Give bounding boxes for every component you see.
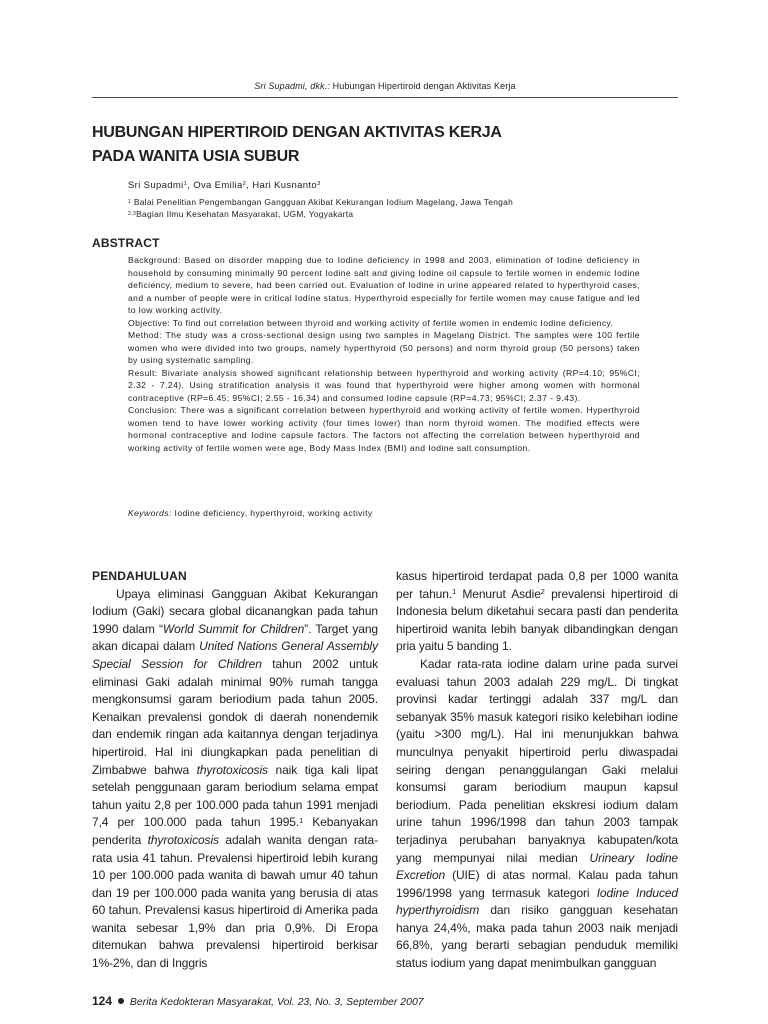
- journal-citation: Berita Kedokteran Masyarakat, Vol. 23, No. 3, September 2007: [129, 996, 424, 1008]
- abstract-conclusion: Conclusion: There was a significant correlation between hyperthyroid and working activity of fertile women. Hyperthyroid women tend to have lower working activity (four times lower) than norm thyroid women. The modified effects were hormonal contraceptive and Iodine capsule factors. The factors not affecting the correlation between hyperthyroid and working activity of fertile women were age, Body Mass Index (BMI) and Iodine salt consumption.: [128, 405, 640, 453]
- page-number: 124: [92, 994, 113, 1008]
- text-run: Balai Penelitian Pengembangan Gangguan Akibat Kekurangan Iodium Magelang, Jawa Tengah: [131, 197, 514, 207]
- text-run: prevalensi hipertiroid di Indonesia belum diketahui secara pasti dan penderita hipertiroid wanita lebih banyak dibandingkan dengan pria yaitu 5 banding 1.: [396, 586, 678, 654]
- author-list: [128, 180, 321, 192]
- abstract-method: Method: The study was a cross-sectional design using two samples in Magelang District. The samples were 100 fertile women who were divided into two groups, namely hyperthyroid (50 persons) and norm thyroid group (50 persons) taken by using systematic sampling.: [128, 330, 640, 365]
- text-run: Kebanyakan penderita: [92, 815, 378, 847]
- superscript-reference: 3: [317, 181, 321, 188]
- article-title: [92, 121, 502, 169]
- superscript-reference: 1: [183, 181, 188, 188]
- text-run: tahun 2002 untuk eliminasi Gaki adalah minimal 90% rumah tangga mengkonsumsi garam beriodium pada tahun 2005. Kenaikan prevalensi gondok di daerah nonendemik dan endemik ringan ada kaitannya dengan terjadinya hipertiroid. Hal ini diungkapkan pada penelitian di Zimbabwe bahwa: [92, 656, 378, 777]
- text-run: Upaya eliminasi Gangguan Akibat Kekurangan Iodium (Gaki) secara global dicanangkan pada tahun 1990 dalam “: [92, 586, 378, 636]
- right-column: [396, 568, 678, 973]
- text-run: ”. Target yang akan dicapai dalam: [92, 621, 379, 654]
- bullet-icon: [118, 998, 124, 1004]
- abstract-heading: ABSTRACT: [92, 236, 160, 250]
- header-rule: [92, 97, 678, 98]
- body-paragraph: [396, 656, 678, 973]
- superscript-reference: 1: [299, 815, 304, 825]
- text-run: dan risiko gangguan kesehatan hanya 24,4%, maka pada tahun 2003 naik menjadi 66,8%, yang berarti sebagian penduduk memiliki status iodium yang dapat menimbulkan gangguan: [396, 903, 678, 971]
- text-run: Hubungan Hipertiroid dengan Aktivitas Kerja: [330, 81, 516, 91]
- title-line-2: PADA WANITA USIA SUBUR: [92, 148, 300, 165]
- text-run: naik tiga kali lipat setelah penggunaan garam beriodium selama empat tahun yaitu 2,8 per 100.000 pada tahun 1991 menjadi 7,4 per 100.000 pada tahun 1995.: [92, 762, 378, 830]
- page-footer: [92, 993, 424, 1010]
- abstract-body: [128, 254, 640, 454]
- text-run: , Ova Emilia: [187, 180, 243, 191]
- superscript-reference: 2: [242, 181, 247, 188]
- text-run: , Hari Kusnanto: [246, 180, 317, 191]
- keywords-label: Keywords:: [128, 508, 172, 518]
- superscript-reference: 1: [452, 587, 457, 597]
- text-run: Sri Supadmi: [128, 180, 184, 191]
- text-run: Menurut Asdie: [456, 586, 541, 601]
- italic-text-run: thyrotoxicosis: [147, 832, 219, 847]
- text-run: Kadar rata-rata iodine dalam urine pada survei evaluasi tahun 2003 adalah 229 mg/L. Di tingkat provinsi kadar tertinggi adalah 337 mg/L dan sebanyak 35% masuk kategori risiko kelebihan iodine (yaitu >300 mg/L). Hal ini menunjukkan bahwa munculnya penyakit hipertiroid perlu diwaspadai seiring dengan penanggulangan Gaki melalui konsumsi garam beriodium maupun kapsul beriodium. Pada penelitian ekskresi iodium dalam urine tahun 1996/1998 dan tahun 2003 tampak terjadinya perubahan banyaknya kabupaten/kota yang mempunyai nilai median: [396, 656, 678, 865]
- keywords-line: [128, 507, 373, 519]
- section-heading: PENDAHULUAN: [92, 569, 187, 583]
- superscript-reference: 2,3: [128, 210, 137, 217]
- keywords-value: Iodine deficiency, hyperthyroid, working activity: [174, 508, 373, 518]
- text-run: Bagian Ilmu Kesehatan Masyarakat, UGM, Yogyakarta: [136, 209, 354, 219]
- affiliations: [128, 196, 513, 220]
- affiliation-1: [128, 196, 513, 208]
- abstract-objective: Objective: To find out correlation between thyroid and working activity of fertile women in endemic Iodine deficiency.: [128, 317, 614, 328]
- italic-text-run: World Summit for Children: [162, 621, 305, 636]
- abstract-background: Background: Based on disorder mapping due to Iodine deficiency in 1998 and 2003, elimination of Iodine deficiency in household by consuming minimally 90 percent Iodine salt and giving Iodine oil capsule to fertile women in endemic Iodine deficiency, medium to severe, had been carried out. Evaluation of Iodine in urine appeared related to hyperthyroid cases, and a number of people were in critical Iodine status. Hyperthyroid especially for fertile women may cause fatigue and led to low working activity.: [128, 255, 640, 315]
- abstract-result: Result: Bivariate analysis showed significant relationship between hyperthyroid and working activity (RP=4.10; 95%CI; 2.32 - 7.24). Using stratification analysis it was found that hyperthyroid were higher among women with hormonal contraceptive (RP=6.45; 95%CI; 2.55 - 16.34) and consumed Iodine capsule (RP=4.73; 95%CI; 2.37 - 9.43).: [128, 367, 640, 403]
- text-run: (UIE) di atas normal. Kalau pada tahun 1996/1998 yang termasuk kategori: [396, 868, 678, 900]
- italic-text-run: Sri Supadmi, dkk.:: [254, 81, 330, 91]
- italic-text-run: United Nations General Assembly Special Session for Children: [92, 639, 378, 671]
- text-run: adalah wanita dengan rata-rata usia 41 tahun. Prevalensi hipertiroid lebih kurang 10 per 100.000 pada wanita di bawah umur 40 tahun dan 19 per 100.000 pada wanita yang berusia di atas 60 tahun. Prevalensi kasus hipertiroid di Amerika pada wanita sebesar 1,9% dan pria 0,9%. Di Eropa ditemukan bahwa prevalensi hipertiroid berkisar 1%-2%, dan di Inggris: [92, 832, 378, 971]
- affiliation-2: [128, 208, 513, 220]
- body-paragraph: [92, 586, 378, 973]
- superscript-reference: 2: [540, 587, 545, 597]
- left-column: [92, 568, 378, 973]
- italic-text-run: thyrotoxicosis: [196, 762, 268, 777]
- italic-text-run: Iodine Induced hyperthyroidism: [396, 885, 678, 918]
- title-line-1: HUBUNGAN HIPERTIROID DENGAN AKTIVITAS KERJA: [92, 124, 502, 141]
- running-header: [92, 80, 678, 92]
- body-paragraph-continuation: [396, 568, 678, 656]
- text-run: kasus hipertiroid terdapat pada 0,8 per 1000 wanita per tahun.: [396, 569, 678, 601]
- superscript-reference: 1: [128, 198, 132, 205]
- italic-text-run: Urineary Iodine Excretion: [396, 850, 678, 883]
